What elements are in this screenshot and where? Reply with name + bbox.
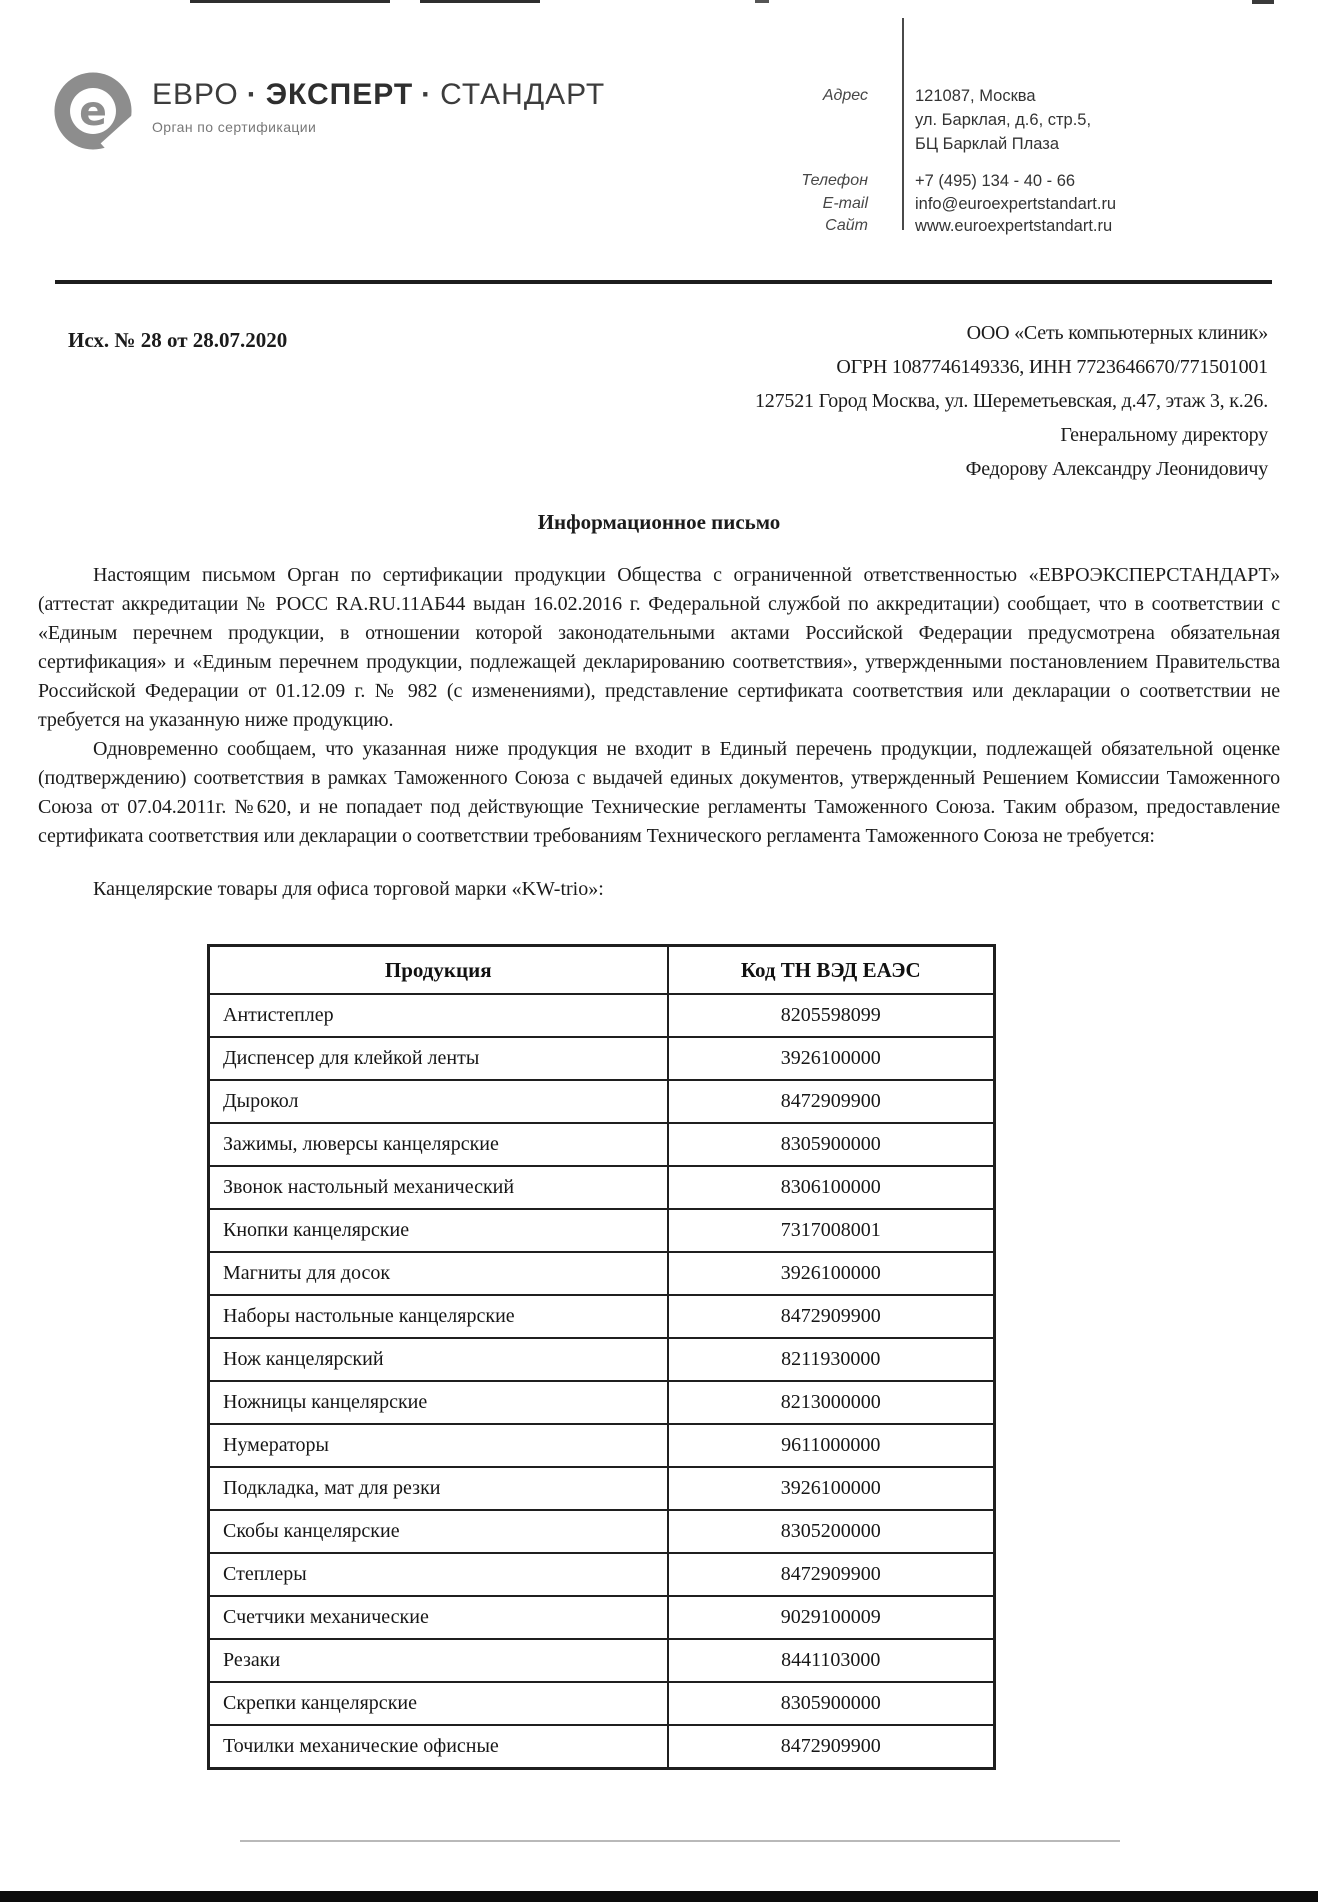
product-code-cell: 3926100000 — [668, 1037, 995, 1080]
product-code-cell: 7317008001 — [668, 1209, 995, 1252]
product-code-cell: 8305900000 — [668, 1123, 995, 1166]
letterhead-rule — [55, 280, 1272, 284]
product-name-cell: Подкладка, мат для резки — [209, 1467, 668, 1510]
contact-row-phone — [640, 169, 1116, 193]
product-code-cell: 9029100009 — [668, 1596, 995, 1639]
product-name-cell: Магниты для досок — [209, 1252, 668, 1295]
product-code-cell: 3926100000 — [668, 1467, 995, 1510]
recipient-line: 127521 Город Москва, ул. Шереметьевская, д.47, этаж 3, к.26. — [755, 390, 1268, 412]
product-name-cell: Счетчики механические — [209, 1596, 668, 1639]
product-code-cell: 8472909900 — [668, 1553, 995, 1596]
brand-word-evro: ЕВРО — [152, 78, 239, 111]
products-table — [207, 944, 996, 1770]
product-code-cell: 9611000000 — [668, 1424, 995, 1467]
letter-body — [0, 300, 1318, 1770]
product-code-cell: 8305200000 — [668, 1510, 995, 1553]
table-row — [209, 1252, 995, 1295]
product-name-cell: Антистеплер — [209, 994, 668, 1037]
address-line: БЦ Барклай Плаза — [915, 135, 1060, 153]
product-name-cell: Звонок настольный механический — [209, 1166, 668, 1209]
address-line: ул. Барклая, д.6, стр.5, — [915, 111, 1092, 129]
product-code-cell: 8472909900 — [668, 1725, 995, 1769]
email-label: E-mail — [822, 195, 868, 212]
brand-separator: · — [421, 78, 433, 111]
paragraph-2: Одновременно сообщаем, что указанная ниже продукция не входит в Единый перечень продукции, подлежащей обязательной оценке (подтверждению) соответствия в рамках Таможенного Союза с выдачей единых документов, утвержденный Решением Комиссии Таможенного Союза от 07.04.2011г. №620, и не попадает под действующие Технические регламенты Таможенного Союза. Таким образом, предоставление сертификата соответствия или декларации о соответствии требованиям Технического регламента Таможенного Союза не требуется: — [38, 738, 1280, 847]
product-name-cell: Нумераторы — [209, 1424, 668, 1467]
table-intro: Канцелярские товары для офиса торговой марки «KW-trio»: — [93, 878, 604, 900]
paragraph-1: Настоящим письмом Орган по сертификации продукции Общества с ограниченной ответственностью «ЕВРОЭКСПЕРСТАНДАРТ» (аттестат аккредитации № РОСС RA.RU.11АБ44 выдан 16.02.2016 г. Федеральной службой по аккредитации) сообщает, что в соответствии с «Единым перечнем продукции, в отношении которой законодательными актами Российской Федерации предусмотрена обязательная сертификация» и «Единым перечнем продукции, подлежащей декларированию соответствия», утвержденными постановлением Правительства Российской Федерации от 01.12.09 г. № 982 (с изменениями), представление сертификата соответствия или декларации о соответствии не требуется на указанную ниже продукцию. — [38, 564, 1280, 731]
brand-subtitle: Орган по сертификации — [152, 119, 317, 135]
site-label: Сайт — [825, 217, 868, 234]
e-logo-icon — [52, 70, 134, 152]
email-value: info@euroexpertstandart.ru — [915, 195, 1117, 213]
outgoing-ref-number: Исх. № 28 от 28.07.2020 — [68, 328, 288, 352]
table-row — [209, 1209, 995, 1252]
recipient-line: ООО «Сеть компьютерных клиник» — [966, 322, 1268, 344]
brand-block — [152, 78, 605, 135]
product-name-cell: Степлеры — [209, 1553, 668, 1596]
contact-row-email — [640, 193, 1116, 215]
table-row — [209, 1553, 995, 1596]
site-value: www.euroexpertstandart.ru — [915, 217, 1113, 235]
product-code-cell: 8441103000 — [668, 1639, 995, 1682]
table-row — [209, 1166, 995, 1209]
table-row — [209, 1725, 995, 1769]
table-row — [209, 994, 995, 1037]
brand-word-standart: СТАНДАРТ — [440, 78, 606, 111]
product-name-cell: Зажимы, люверсы канцелярские — [209, 1123, 668, 1166]
brand-separator: · — [246, 78, 258, 111]
phone-value: +7 (495) 134 - 40 - 66 — [915, 172, 1076, 190]
product-name-cell: Дырокол — [209, 1080, 668, 1123]
recipient-block — [755, 316, 1268, 486]
table-row — [209, 1338, 995, 1381]
table-row — [209, 1037, 995, 1080]
table-header-code: Код ТН ВЭД ЕАЭС — [668, 946, 995, 995]
letter-title: Информационное письмо — [537, 510, 781, 534]
product-code-cell: 8211930000 — [668, 1338, 995, 1381]
address-label: Адрес — [822, 87, 868, 104]
svg-text:e: e — [79, 86, 107, 135]
contact-row-address — [640, 84, 1116, 156]
product-name-cell: Наборы настольные канцелярские — [209, 1295, 668, 1338]
scan-artifact — [755, 0, 769, 3]
scan-artifact — [420, 0, 540, 3]
table-row — [209, 1596, 995, 1639]
table-header-row — [209, 946, 995, 995]
phone-label: Телефон — [801, 172, 868, 189]
scan-artifact-line — [240, 1840, 1120, 1842]
product-name-cell: Кнопки канцелярские — [209, 1209, 668, 1252]
letter-paragraphs — [38, 561, 1280, 851]
scan-artifact — [1252, 0, 1274, 4]
address-values — [868, 84, 1091, 156]
table-row — [209, 1295, 995, 1338]
table-row — [209, 1080, 995, 1123]
table-row — [209, 1123, 995, 1166]
product-name-cell: Скобы канцелярские — [209, 1510, 668, 1553]
product-code-cell: 8472909900 — [668, 1295, 995, 1338]
address-line: 121087, Москва — [915, 87, 1036, 105]
product-code-cell: 3926100000 — [668, 1252, 995, 1295]
table-row — [209, 1510, 995, 1553]
contact-row-site — [640, 215, 1116, 237]
product-code-cell: 8205598099 — [668, 994, 995, 1037]
ref-and-recipient — [0, 300, 1318, 486]
table-row — [209, 1381, 995, 1424]
table-header-product: Продукция — [209, 946, 668, 995]
product-code-cell: 8305900000 — [668, 1682, 995, 1725]
scan-artifact — [190, 0, 390, 3]
product-name-cell: Точилки механические офисные — [209, 1725, 668, 1769]
recipient-line: ОГРН 1087746149336, ИНН 7723646670/771501001 — [836, 356, 1268, 378]
product-name-cell: Нож канцелярский — [209, 1338, 668, 1381]
contact-block — [640, 84, 1116, 237]
recipient-line: Федорову Александру Леонидовичу — [965, 458, 1268, 480]
scan-artifact-bar — [0, 1891, 1318, 1902]
brand-name — [152, 78, 605, 112]
product-name-cell: Резаки — [209, 1639, 668, 1682]
company-logo-icon — [52, 70, 134, 152]
product-name-cell: Ножницы канцелярские — [209, 1381, 668, 1424]
table-row — [209, 1424, 995, 1467]
recipient-line: Генеральному директору — [1060, 424, 1268, 446]
product-code-cell: 8213000000 — [668, 1381, 995, 1424]
product-code-cell: 8306100000 — [668, 1166, 995, 1209]
product-name-cell: Скрепки канцелярские — [209, 1682, 668, 1725]
brand-word-expert: ЭКСПЕРТ — [265, 78, 414, 111]
product-name-cell: Диспенсер для клейкой ленты — [209, 1037, 668, 1080]
table-row — [209, 1682, 995, 1725]
table-row — [209, 1639, 995, 1682]
table-row — [209, 1467, 995, 1510]
product-code-cell: 8472909900 — [668, 1080, 995, 1123]
